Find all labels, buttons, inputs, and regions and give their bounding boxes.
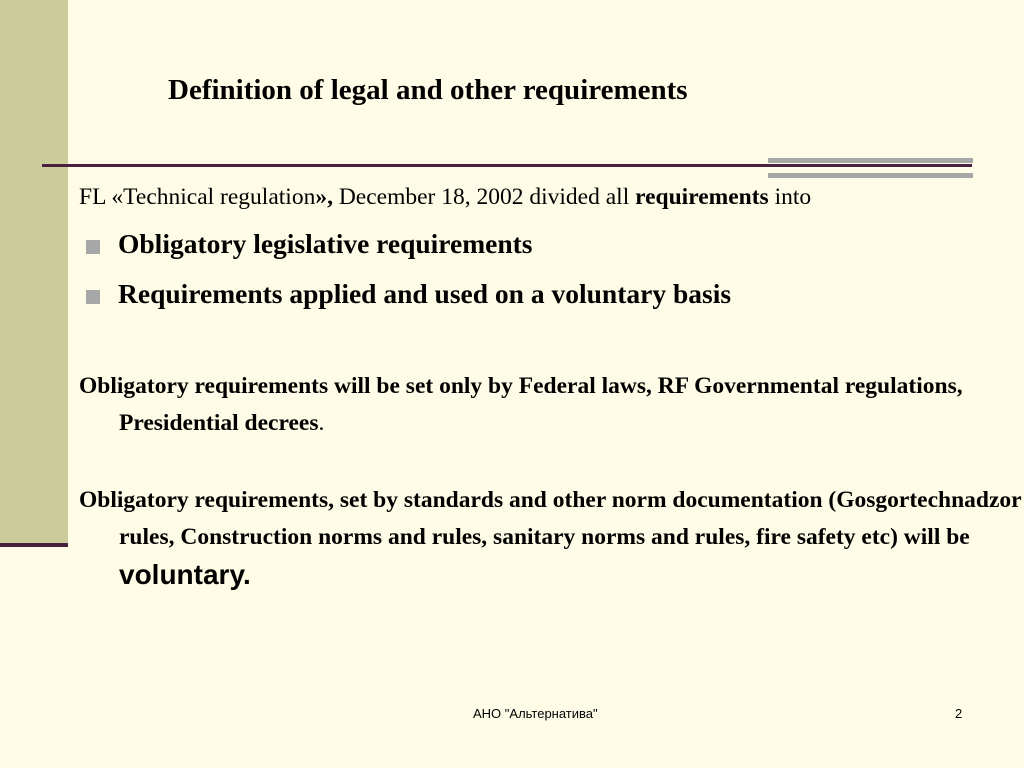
gray-stripe (768, 173, 973, 178)
intro-middle: December 18, 2002 divided all (332, 184, 636, 210)
intro-prefix: FL «Technical regulation (79, 184, 316, 210)
bullet-text: Obligatory legislative requirements (118, 228, 533, 259)
intro-closing-quote: », (315, 184, 333, 210)
square-bullet-icon (86, 240, 100, 254)
decorative-gray-stripes (768, 158, 973, 178)
paragraph-text: Obligatory requirements will be set only by Federal laws, RF Governmental regulations, Presidential decrees (79, 373, 963, 436)
voluntary-emphasis: voluntary. (119, 559, 251, 590)
square-bullet-icon (86, 290, 100, 304)
bullet-text: Requirements applied and used on a voluntary basis (118, 278, 732, 309)
slide-title: Definition of legal and other requirements (168, 74, 688, 106)
paragraph-obligatory-standards (79, 482, 1024, 596)
intro-suffix: into (768, 184, 812, 210)
left-bar-underline (0, 543, 68, 547)
intro-bold-word: requirements (635, 184, 769, 210)
paragraph-end: . (318, 410, 325, 436)
intro-line (79, 184, 811, 211)
page-number: 2 (955, 706, 963, 721)
gray-stripe (768, 158, 973, 163)
paragraph-obligatory-laws (79, 368, 1024, 442)
paragraph-text: Obligatory requirements, set by standards and other norm documentation (Gosgortechnadzor rules, Construction norms and rules, sanitary norms and rules, fire safety etc) will be (79, 487, 1022, 550)
left-decorative-bar (0, 0, 68, 547)
footer-organization: АНО "Альтернатива" (473, 706, 598, 721)
